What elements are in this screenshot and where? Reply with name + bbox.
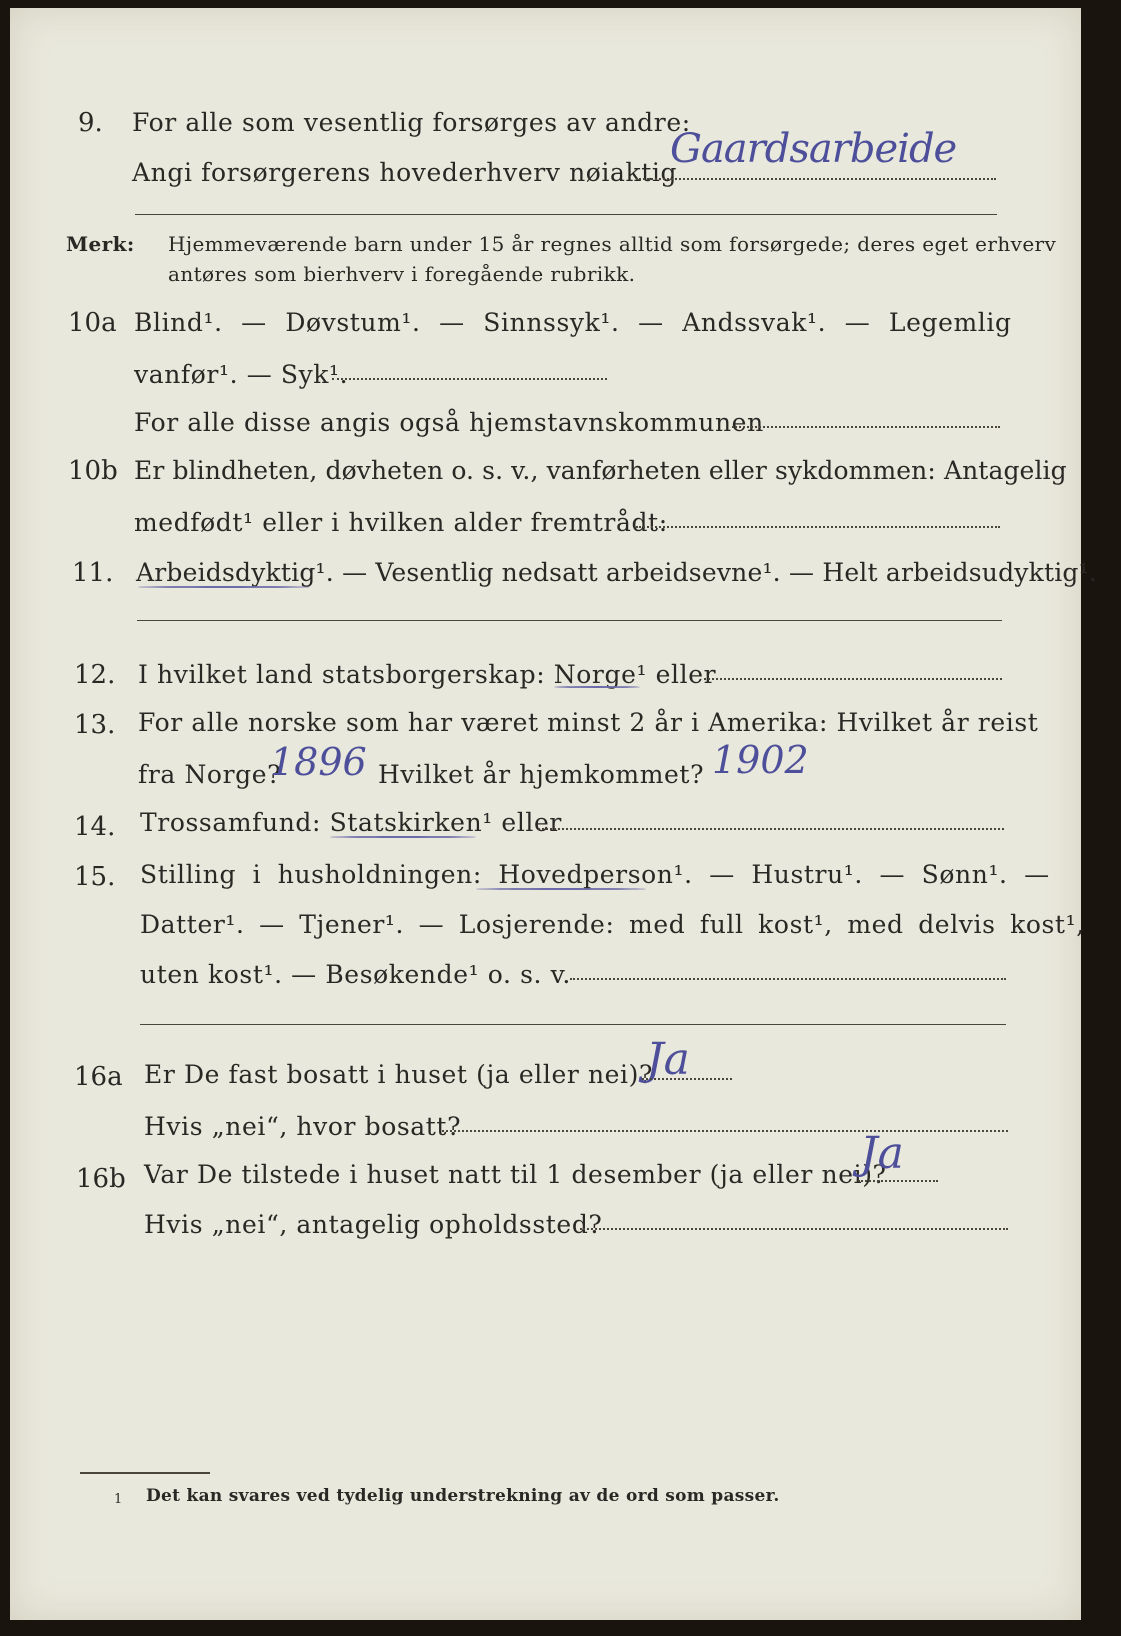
q13-line-2a: fra Norge? <box>138 760 282 789</box>
q15-line-1: Stilling i husholdningen: Hovedperson¹. — Hustru¹. — Sønn¹. — <box>140 860 1050 889</box>
q10b-line-2: medfødt¹ eller i hvilken alder fremtrådt: <box>134 508 668 537</box>
footnote-mark: 1 <box>114 1492 123 1507</box>
q10a-line-2: vanfør¹. — Syk¹. <box>134 360 349 389</box>
q12-number: 12. <box>74 660 116 690</box>
q11-underline-arbeidsdyktig <box>138 586 310 588</box>
q9-blank-line <box>135 214 997 215</box>
q16b-line-2: Hvis „nei“, antagelig opholdssted? <box>144 1210 603 1239</box>
q16b-line-1: Var De tilstede i huset natt til 1 desember (ja eller nei)? <box>144 1160 887 1189</box>
q10a-syk-line <box>332 378 607 380</box>
q16b-answer-line <box>858 1180 938 1182</box>
q14-line-1: Trossamfund: Statskirken¹ eller <box>140 808 562 837</box>
q16a-where-line <box>442 1130 1008 1132</box>
q9-number: 9. <box>78 108 103 138</box>
q16b-number: 16b <box>76 1164 126 1194</box>
q16b-handwritten-answer: Ja <box>860 1128 904 1179</box>
q16a-handwritten-answer: Ja <box>646 1034 690 1085</box>
q15-line-2: Datter¹. — Tjener¹. — Losjerende: med full kost¹, med delvis kost¹, <box>140 910 1085 939</box>
q14-answer-line <box>538 828 1004 830</box>
q15-number: 15. <box>74 862 116 892</box>
q11-number: 11. <box>72 558 114 588</box>
q14-number: 14. <box>74 812 116 842</box>
q16a-answer-line <box>642 1078 732 1080</box>
q10a-kommune-line <box>732 426 1000 428</box>
q10b-answer-line <box>636 526 1000 528</box>
q10a-line-1: Blind¹. — Døvstum¹. — Sinnssyk¹. — Andssvak¹. — Legemlig <box>134 308 1012 337</box>
footnote-rule <box>80 1472 210 1474</box>
q16a-line-2: Hvis „nei“, hvor bosatt? <box>144 1112 462 1141</box>
q13-line-2b: Hvilket år hjemkommet? <box>378 760 705 789</box>
q14-underline-statskirken <box>330 836 476 838</box>
q12-line-1: I hvilket land statsborgerskap: Norge¹ eller <box>138 660 717 689</box>
q13-handwritten-year-left: 1896 <box>270 740 367 784</box>
q13-line-1: For alle norske som har været minst 2 år i Amerika: Hvilket år reist <box>138 708 1039 737</box>
footnote-text: Det kan svares ved tydelig understrekning av de ord som passer. <box>146 1486 780 1506</box>
q16a-line-1: Er De fast bosatt i huset (ja eller nei)? <box>144 1060 653 1089</box>
q9-line-2: Angi forsørgerens hovederhverv nøiaktig <box>132 158 678 187</box>
q16b-where-line <box>580 1228 1008 1230</box>
q11-line-1: Arbeidsdyktig¹. — Vesentlig nedsatt arbeidsevne¹. — Helt arbeidsudyktig¹. <box>136 558 1097 587</box>
q10b-number: 10b <box>68 456 118 486</box>
q11-blank-line <box>137 620 1002 621</box>
q9-handwritten-answer: Gaardsarbeide <box>670 126 957 172</box>
q9-answer-line <box>636 178 996 180</box>
merk-line-1: Hjemmeværende barn under 15 år regnes alltid som forsørgede; deres eget erhverv <box>168 232 1057 256</box>
q10a-line-3: For alle disse angis også hjemstavnskommunen <box>134 408 764 437</box>
q9-line-1: For alle som vesentlig forsørges av andre: <box>132 108 691 137</box>
q13-number: 13. <box>74 710 116 740</box>
q15-line-3: uten kost¹. — Besøkende¹ o. s. v. <box>140 960 571 989</box>
q10a-number: 10a <box>68 308 117 338</box>
q12-underline-norge <box>554 686 640 688</box>
q10b-line-1: Er blindheten, døvheten o. s. v., vanførheten eller sykdommen: Antagelig <box>134 456 1067 485</box>
merk-line-2: antøres som bierhverv i foregående rubrikk. <box>168 262 636 286</box>
q13-handwritten-year-returned: 1902 <box>712 738 809 782</box>
q15-blank-line <box>140 1024 1006 1025</box>
q15-answer-line <box>570 978 1006 980</box>
q16a-number: 16a <box>74 1062 123 1092</box>
q12-answer-line <box>704 678 1002 680</box>
merk-label: Merk: <box>66 232 135 256</box>
census-form-page <box>10 8 1097 1620</box>
q15-underline-hovedperson <box>476 888 646 890</box>
